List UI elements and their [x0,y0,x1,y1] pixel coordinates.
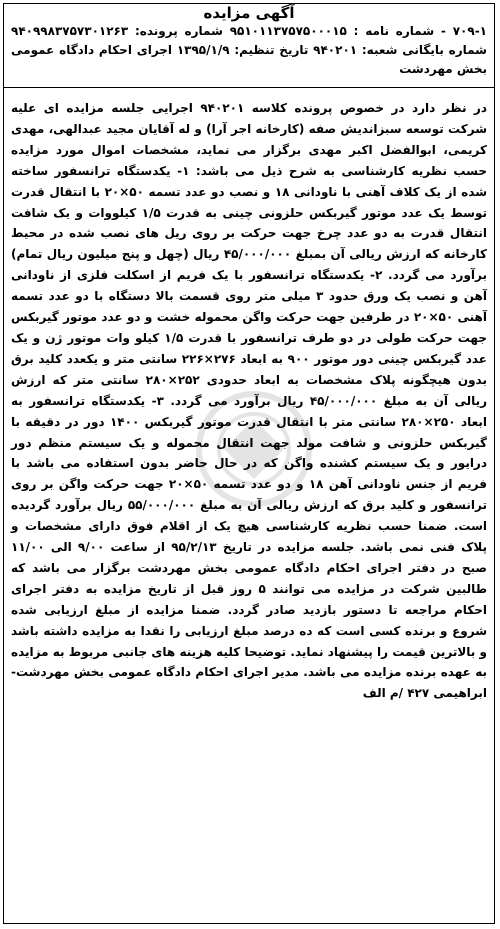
notice-body: در نظر دارد در خصوص پرونده کلاسه ۹۴۰۲۰۱ اجرایی جلسه مزایده ای علیه شرکت توسعه سبزاندیش صفه (کارخانه اجر آرا) و له آقایان مجید عبدالهی، مهدی کریمی، ابوالفضل اکبر مهدی برگزار می نماید، مشخصات اموال مورد مزایده حسب نظریه کارشناسی به شرح ذیل می باشد: ۱- یکدستگاه ترانسفور ساخته شده از یک کلاف آهنی با ناودانی ۱۸ و نصب دو عدد تسمه ۵۰×۲۰ با انتقال قدرت توسط یک عدد موتور گیربکس حلزونی چینی به قدرت ۱/۵ کیلووات و یک شافت انتقال قدرت به دو عدد چرخ جهت حرکت بر روی ریل های نصب شده در محیط کارخانه که ارزش ریالی آن بمبلغ ۴۵/۰۰۰/۰۰۰ ریال (چهل و پنج میلیون ریال تمام) برآورد می گردد. ۲- یکدستگاه ترانسفور با یک فریم از اسکلت فلزی از ناودانی آهن و نصب یک ورق حدود ۳ میلی متر روی قسمت بالا دستگاه با دو عدد تسمه آهنی ۵۰×۲۰ در طرفین جهت حرکت واگن محموله خشت و دو عدد موتور گیربکس جهت حرکت طولی در دو طرف ترانسفور با قدرت ۱/۵ کیلو وات موتور ژن و یک عدد گیربکس چینی دور موتور ۹۰۰ به ابعاد ۲۷۶×۲۲۶ سانتی متر و یکعدد کلید برق بدون هیچگونه پلاک مشخصات به ابعاد حدودی ۲۵۲×۲۸۰ سانتی متر که ارزش ریالی آن به مبلغ ۴۵/۰۰۰/۰۰۰ ریال برآورد می گردد. ۳- یکدستگاه ترانسفور به ابعاد ۲۵۰×۲۸۰ سانتی متر با انتقال قدرت موتور گیربکس ۱۴۰۰ دور در دقیقه با گیربکس حلزونی و شافت مولد جهت انتقال محموله و یک سیستم منظم دور درایور و یک سیستم کشنده واگن که در حال حاضر بدون استفاده می باشد با فریم از جنس ناودانی آهن ۱۸ و دو عدد تسمه ۵۰×۲۰ جهت حرکت واگن بر روی ترانسفور و کلید برق که ارزش ریالی آن به مبلغ ۵۵/۰۰۰/۰۰۰ ریال برآورد گردیده است. ضمنا حسب نظریه کارشناسی هیچ یک از اقلام فوق دارای مشخصات و پلاک فنی نمی باشد. جلسه مزایده در تاریخ ۹۵/۲/۱۳ از ساعت ۹/۰۰ الی ۱۱/۰۰ صبح در دفتر اجرای احکام دادگاه عمومی بخش مهردشت برگزار می باشد که طالبین شرکت در مزایده می توانند ۵ روز قبل از تاریخ مزایده به دفتر اجرای احکام مراجعه تا دستور بازدید صادر گردد. ضمنا مزایده از مبلغ ارزیابی شده شروع و برنده کسی است که ده درصد مبلغ ارزیابی را نقدا به مزایده داشته باشد و بالاترین قیمت را پیشنهاد نماید. توضیحا کلیه هزینه های جانبی مربوط به مزایده به عهده برنده مزایده می باشد. مدیر اجرای احکام دادگاه عمومی بخش مهردشت- ابراهیمی ۴۲۷ /م الف [11,101,488,701]
notice-title: آگهی مزایده [203,4,295,22]
notice-box [3,3,495,924]
notice-header: ۷۰۹-۱ - شماره نامه : ۹۵۱۰۱۱۳۷۵۷۵۰۰۰۱۵ شماره پرونده: ۹۴۰۹۹۸۳۷۵۷۳۰۱۲۶۳ شماره بایگانی شعبه: ۹۴۰۲۰۱ تاریخ تنظیم: ۱۳۹۵/۱/۹ اجرای احکام دادگاه عمومی بخش مهردشت [11,24,487,76]
header-divider [4,87,494,88]
